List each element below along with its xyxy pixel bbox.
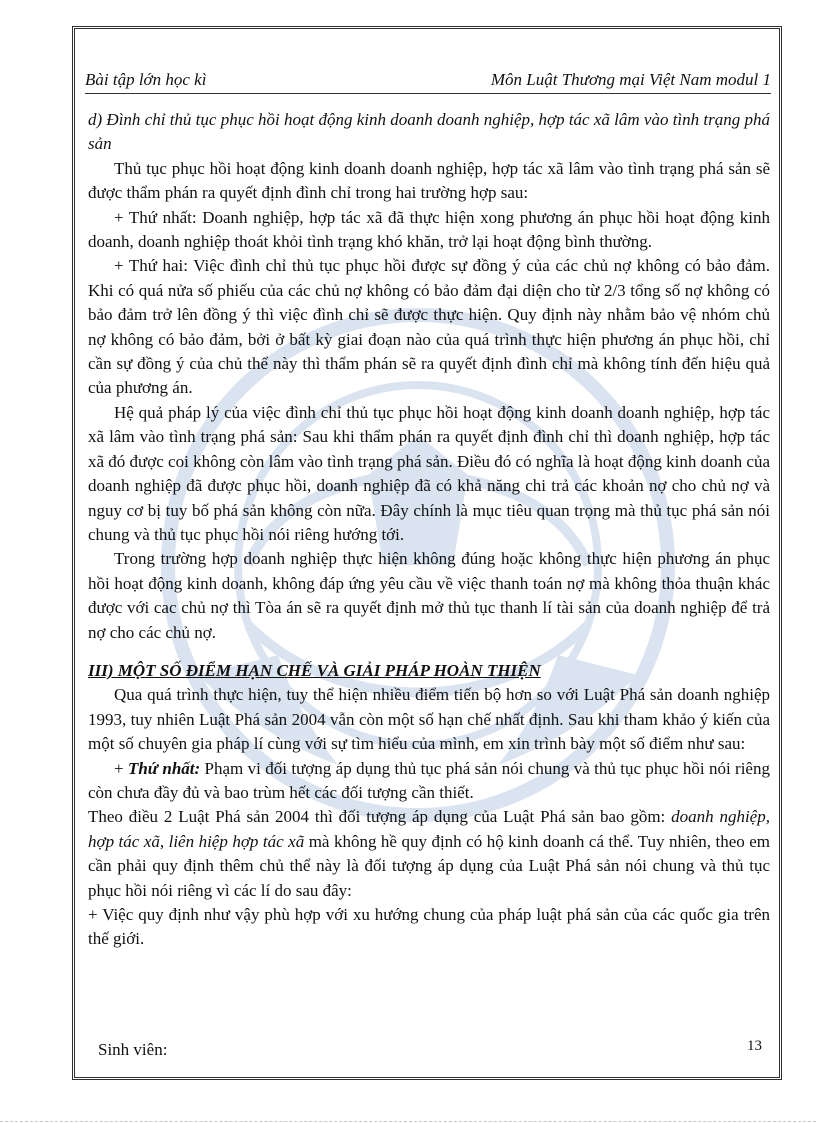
paragraph: + Việc quy định như vậy phù hợp với xu hướng chung của pháp luật phá sản của các quốc gia trên thế giới. (88, 905, 770, 949)
italic-subjects: doanh nghiệp, hợp tác xã, liên hiệp hợp tác xã (88, 807, 770, 851)
paragraph-text: Phạm vi đối tượng áp dụng thủ tục phá sản nói chung và thủ tục phục hồi nói riêng còn chưa đầy đủ và bao trùm hết các đối tượng cần thiết. (88, 758, 770, 802)
emphasis-first-point: Thứ nhất: (127, 758, 201, 778)
paragraph: + Thứ hai: Việc đình chỉ thủ tục phục hồi được sự đồng ý của các chủ nợ không có bảo đảm. Khi có quá nửa số phiếu của các chủ nợ không có bảo đảm đại diện cho từ 2/3 tổng số nợ không có bảo đảm trở lên đồng ý thì việc đình chỉ sẽ được thực hiện. Quy định này nhằm bảo vệ nhóm chủ nợ không có bảo đảm, bởi ở bất kỳ giai đoạn nào của quá trình thực hiện phương án phục hồi, chỉ cần sự đồng ý của chủ thể này thì thẩm phán sẽ ra quyết định đình chỉ mà không tính đến hiệu quả của phương án. (88, 256, 770, 398)
section-heading: III) MỘT SỐ ĐIỂM HẠN CHẾ VÀ GIẢI PHÁP HOÀN THIỆN (88, 660, 541, 680)
document-body (88, 108, 770, 952)
paragraph (88, 805, 770, 903)
paragraph-text: Theo điều 2 Luật Phá sản 2004 thì đối tượng áp dụng của Luật Phá sản bao gồm: (88, 807, 672, 827)
page-header (85, 70, 771, 94)
footer-student-label: Sinh viên: (98, 1040, 168, 1059)
bullet-prefix: + (114, 758, 128, 778)
paragraph: Thủ tục phục hồi hoạt động kinh doanh doanh nghiệp, hợp tác xã lâm vào tình trạng phá sản sẽ được thẩm phán ra quyết định đình chỉ trong hai trường hợp sau: (88, 158, 770, 203)
page-number: 13 (747, 1038, 762, 1054)
paragraph-text: mà không hề quy định có hộ kinh doanh cá thể. Tuy nhiên, theo em cần phải quy định thêm chủ thể này là đối tượng áp dụng của Luật Phá sản nói chung và thủ tục phục hồi nói riêng vì các lí do sau đây: (88, 831, 770, 900)
paragraph: Qua quá trình thực hiện, tuy thể hiện nhiều điểm tiến bộ hơn so với Luật Phá sản doanh nghiệp 1993, tuy nhiên Luật Phá sản 2004 vẫn còn một số hạn chế nhất định. Sau khi tham khảo ý kiến của một số chuyên gia pháp lí cùng với sự tìm hiểu của mình, em xin trình bày một số điểm như sau: (88, 685, 770, 754)
paragraph (88, 757, 770, 806)
paragraph: + Thứ nhất: Doanh nghiệp, hợp tác xã đã thực hiện xong phương án phục hồi hoạt động kinh doanh, doanh nghiệp thoát khỏi tình trạng khó khăn, trở lại hoạt động bình thường. (88, 207, 770, 252)
header-right-title: Môn Luật Thương mại Việt Nam modul 1 (490, 70, 771, 89)
page-bottom-rule (0, 1121, 816, 1122)
subheading-d: d) Đình chỉ thủ tục phục hồi hoạt động kinh doanh doanh nghiệp, hợp tác xã lâm vào tình trạng phá sản (88, 110, 770, 154)
paragraph: Hệ quả pháp lý của việc đình chỉ thủ tục phục hồi hoạt động kinh doanh doanh nghiệp, hợp tác xã lâm vào tình trạng phá sản: Sau khi thẩm phán ra quyết định đình chỉ thì doanh nghiệp, hợp tác xã đó được coi không còn lâm vào tình trạng phá sản. Điều đó có nghĩa là hoạt động kinh doanh của doanh nghiệp đã được phục hồi, doanh nghiệp đã có khả năng chi trả các khoản nợ cho chủ nợ và nguy cơ bị tuy bố phá sản không còn nữa. Đây chính là mục tiêu quan trọng mà thủ tục phá sản nói chung và thủ tục phục hồi nói riêng hướng tới. (88, 402, 770, 544)
paragraph: Trong trường hợp doanh nghiệp thực hiện không đúng hoặc không thực hiện phương án phục hồi hoạt động kinh doanh, không đáp ứng yêu cầu về việc thanh toán nợ mà không thỏa thuận khác được với cac chủ nợ thì Tòa án sẽ ra quyết định mở thủ tục thanh lí tài sản của doanh nghiệp để trả nợ cho các chủ nợ. (88, 549, 770, 642)
header-left-title: Bài tập lớn học kì (85, 70, 207, 89)
